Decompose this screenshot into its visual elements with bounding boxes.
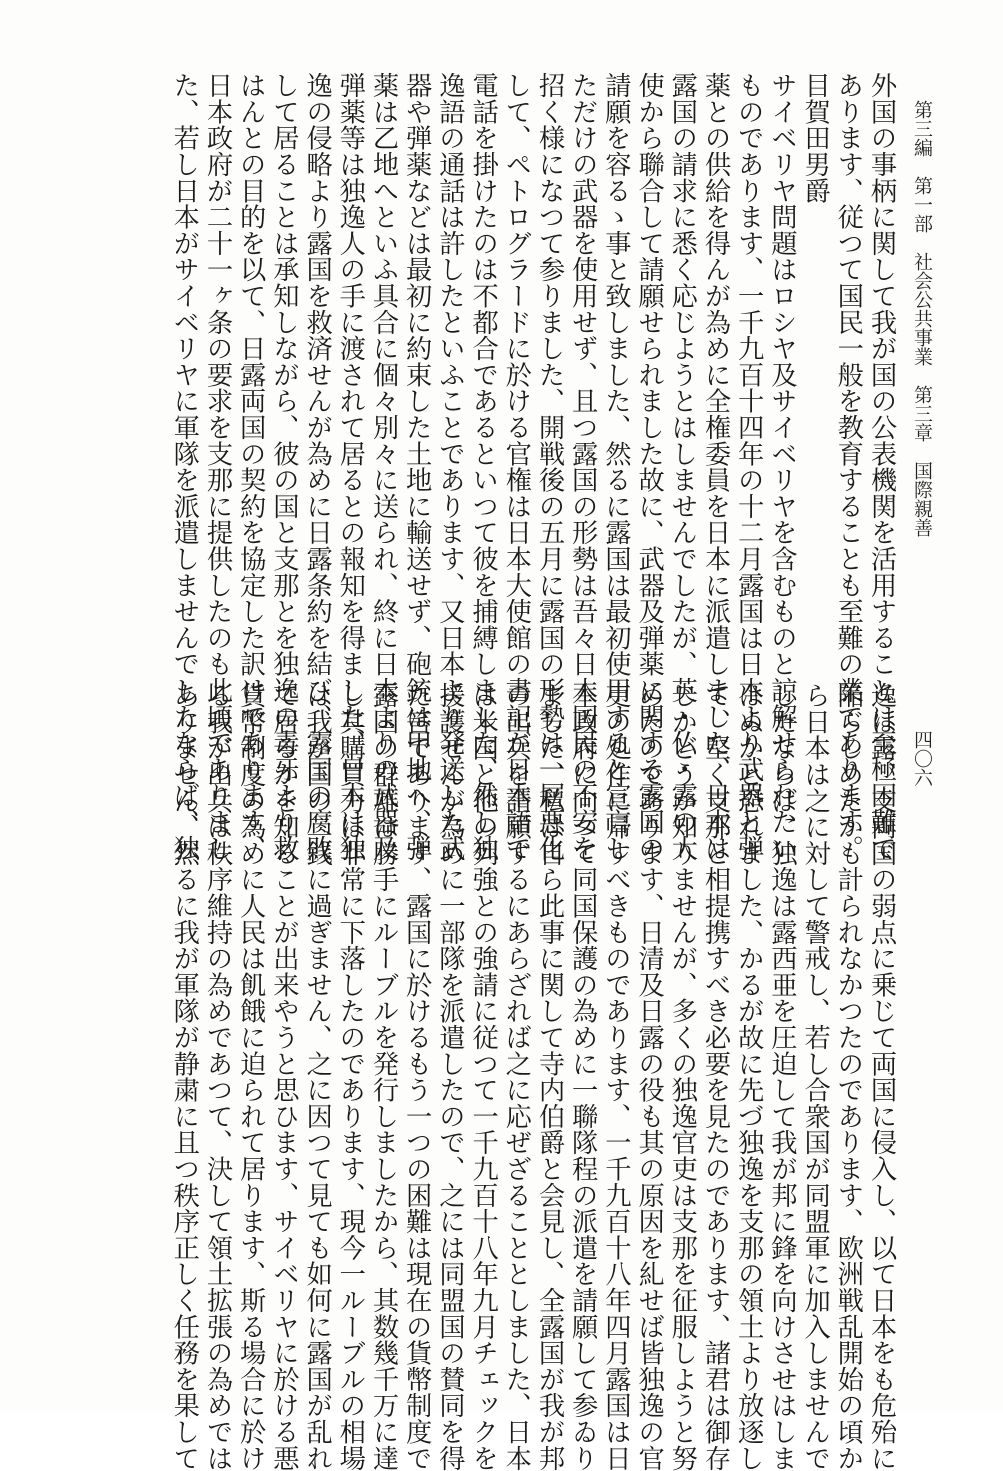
text-column: 外国の事柄に関して我が国の公表機関を活用することは至極困難で bbox=[866, 72, 896, 861]
text-column: ものであります、一千九百十四年の十二月露国は日本より武器と弾 bbox=[733, 72, 764, 861]
text-column: て居るかを知ることが出来やうと思ひます、サイベリヤに於ける悪 bbox=[268, 682, 299, 1471]
text-column: したならば、独逸は露西亜を圧迫して我が邦に鋒を向けさせはしま bbox=[766, 682, 797, 1471]
page-number: 四〇六 bbox=[911, 730, 933, 787]
text-column: は米国と他の列強との強請に従つて一千九百十八年九月チェックを bbox=[467, 682, 498, 1471]
text-column: 陥らしめたかも計られなかつたのであります、欧洲戦乱開始の頃か bbox=[832, 682, 863, 1471]
text-column: 日本政府が二十一ヶ条の要求を支那に提供したのも此頃でありまし bbox=[202, 72, 232, 861]
text-column: じかどうか知りませんが、多くの独逸官吏は支那を征服しようと努 bbox=[666, 682, 697, 1471]
text-column: あります、従つて国民一般を教育することも至難の業であります。 bbox=[832, 72, 863, 861]
text-column: ました、私は自ら此事に関して寺内伯爵と会見し、全露国が我が邦 bbox=[534, 682, 564, 1471]
text-column: は我が国の二銭に過ぎません、之に因つて見ても如何に露国が乱れ bbox=[301, 682, 332, 1471]
text-column: サイベリヤ問題はロシヤ及サイベリヤを含むものと諒解せられたい bbox=[766, 72, 797, 861]
text-column: た筈であります、露国に於けるもう一つの困難は現在の貨幣制度で bbox=[401, 682, 432, 1471]
text-column: 薬は乙地へといふ具合に個々別々に送られ、終に日本よりの武器及 bbox=[368, 72, 398, 861]
text-column: 招く様になつて参りました、開戦後の五月に露国の形勢は一層悪化 bbox=[534, 72, 564, 861]
text-column: 請願を容るゝ事と致しました、然るに露国は最初使用すると宣言し bbox=[600, 72, 631, 861]
text-column: 援護せんが為めに一部隊を派遣したので、之には同盟国の賛同を得 bbox=[434, 682, 465, 1471]
text-column: 器や弾薬などは最初に約束した土地に輸送せず、砲銃は甲地へ、弾 bbox=[401, 72, 432, 861]
text-column: た、若し日本がサイベリヤに軍隊を派遣しませんでしたならば、独 bbox=[168, 72, 199, 861]
text-column: 露国の請求に悉く応じようとはしませんでしたが、英・仏・露の大 bbox=[666, 72, 697, 861]
running-header: 第三編 第一部 社会公共事業 第三章 国際親善 bbox=[911, 100, 933, 537]
text-column: て、堅く支那と相提携すべき必要を見たのであります、諸君は御存 bbox=[700, 682, 730, 1471]
text-column: 本政府に向つて同国保護の為めに一聯隊程の派遣を請願して参ゐり bbox=[567, 682, 598, 1471]
text-column: 逸語の通話は許したといふことであります、又日本より発送した武 bbox=[434, 72, 465, 861]
text-column: の出兵を請願するにあらざれば之に応ぜざることとしました、日本 bbox=[500, 682, 531, 1471]
text-column: 吏の処作に帰すべきものであります、一千九百十八年四月露国は日 bbox=[600, 682, 631, 1471]
text-column: 弾薬等は独逸人の手に渡されて居るとの報知を得ました、日本は独 bbox=[334, 72, 365, 861]
text-column: 電話を掛けたのは不都合であるといつて彼を捕縛しました、然し独 bbox=[467, 72, 498, 861]
text-column: 貨幣制度の為めに人民は飢餓に迫られて居ります、斯る場合に於け bbox=[235, 682, 266, 1471]
text-column: めたのであります、日清及日露の役も其の原因を糺せば皆独逸の官 bbox=[633, 682, 664, 1471]
text-column: 逸は露、支両国の弱点に乗じて両国に侵入し、以て日本をも危殆に bbox=[866, 682, 896, 1471]
text-column: 目賀田男爵 bbox=[799, 72, 830, 204]
text-column: し其購買力は非常に下落したのであります、現今一ルーブルの相場 bbox=[334, 682, 365, 1471]
text-column: ら日本は之に対して警戒し、若し合衆国が同盟軍に加入しませんで bbox=[799, 682, 830, 1471]
text-column: ただけの武器を使用せず、且つ露国の形勢は吾々日本国民の不安を bbox=[567, 72, 598, 861]
text-column: して居ることは承知しながら、彼の国と支那とを独逸の毒牙より救 bbox=[268, 72, 299, 861]
text-column: 逸の侵略より露国を救済せんが為めに日露条約を結び、露国の腐敗 bbox=[301, 72, 332, 861]
text-column: はぬかと恐れました、かるが故に先づ独逸を支那の領土より放逐し bbox=[733, 682, 764, 1471]
text-column: 薬との供給を得んが為めに全権委員を日本に派遣しました、日本は bbox=[700, 72, 730, 861]
text-column: はんとの目的を以て、日露両国の契約を協定した訳けであります、 bbox=[235, 72, 266, 861]
text-column: る我が出兵は秩序維持の為めであつて、決して領土拡張の為めでは bbox=[202, 682, 232, 1471]
text-column: して、ペトログラードに於ける官権は日本大使館の書記が日本語で bbox=[500, 72, 531, 861]
text-column: ありません、然るに我が軍隊が静粛に且つ秩序正しく任務を果して bbox=[168, 682, 199, 1471]
text-column: 露国の群雄は勝手にルーブルを発行しましたから、其数幾千万に達 bbox=[368, 682, 398, 1471]
text-column: 使から聯合して請願せられました故に、武器及弾薬に関する露国の bbox=[633, 72, 664, 861]
